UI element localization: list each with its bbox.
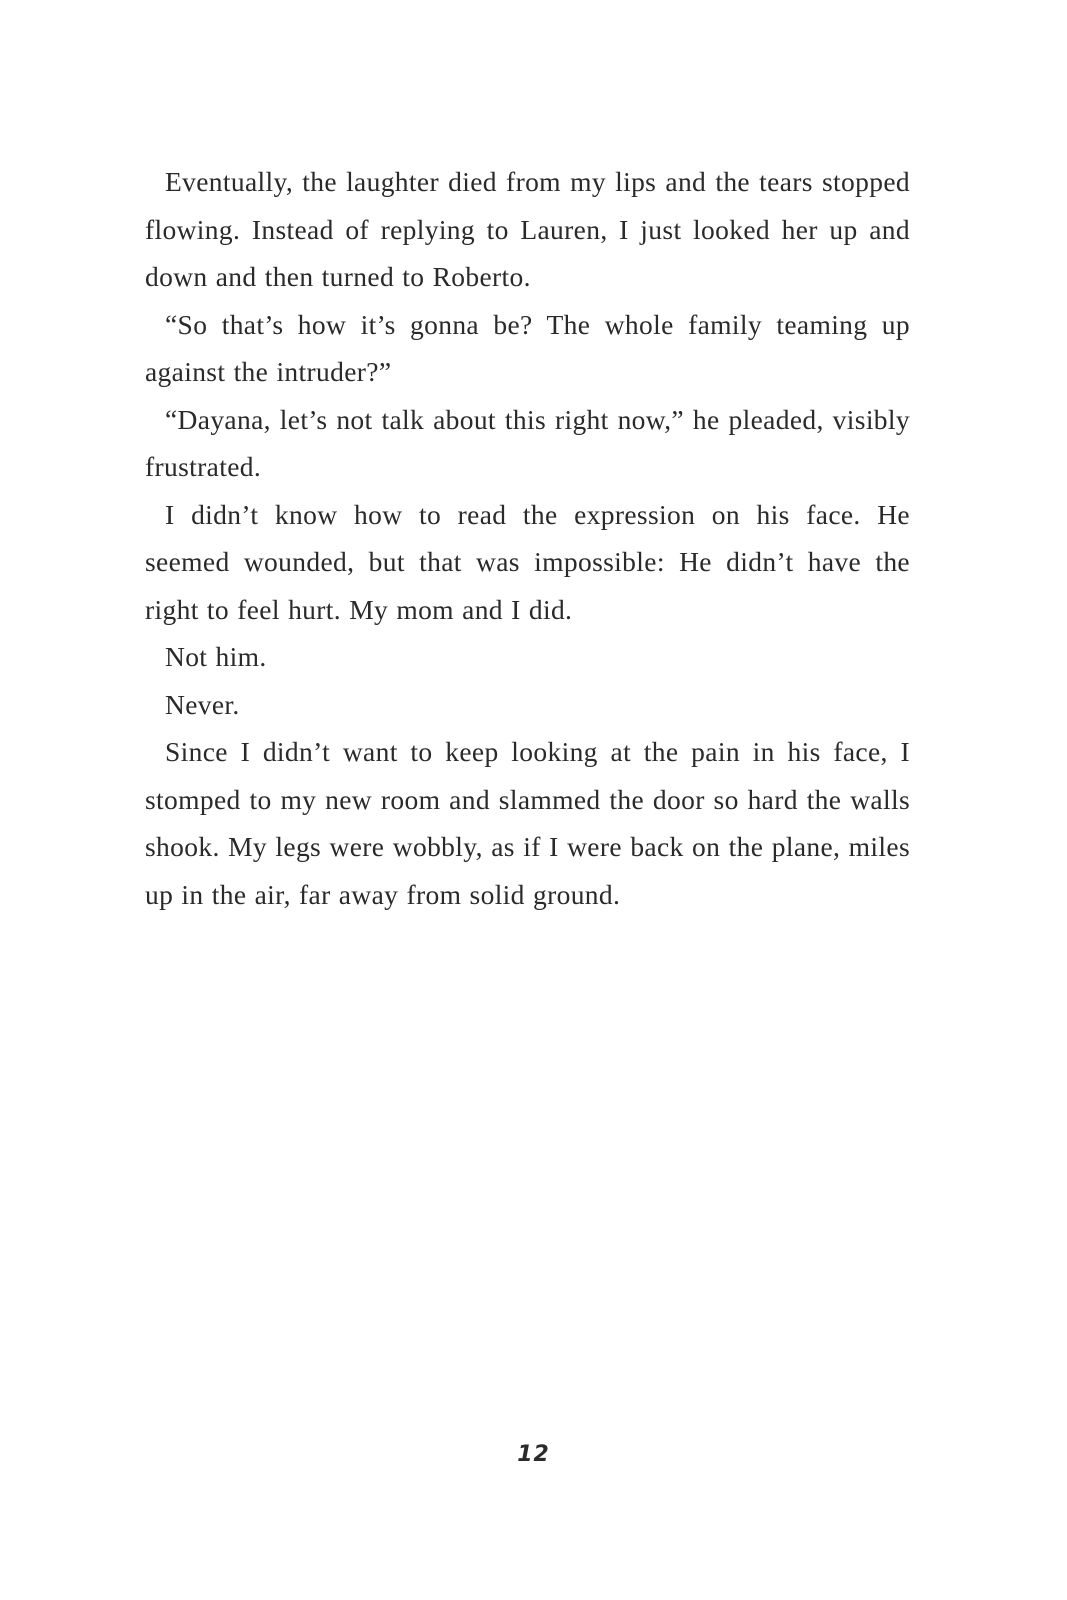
paragraph-4: I didn’t know how to read the expression on his face. He seemed wounded, but that was impossible: He didn’t have the right to feel hurt. My mom and I did. <box>145 498 910 625</box>
paragraph-5: Not him. <box>165 641 267 672</box>
paragraph-2: “So that’s how it’s gonna be? The whole family teaming up against the intruder?” <box>145 308 910 387</box>
paragraph-7: Since I didn’t want to keep looking at the pain in his face, I stomped to my new room and slammed the door so hard the walls shook. My legs were wobbly, as if I were back on the plane, miles up in the air, far away from solid ground. <box>145 736 910 910</box>
paragraph-1: Eventually, the laughter died from my lips and the tears stopped flowing. Instead of replying to Lauren, I just looked her up and down and then turned to Roberto. <box>145 166 910 292</box>
paragraph-6: Never. <box>165 688 240 720</box>
paragraph-3: “Dayana, let’s not talk about this right now,” he pleaded, visibly frustrated. <box>145 403 910 482</box>
body-text <box>145 158 910 918</box>
page-number: 12 <box>517 1442 550 1467</box>
